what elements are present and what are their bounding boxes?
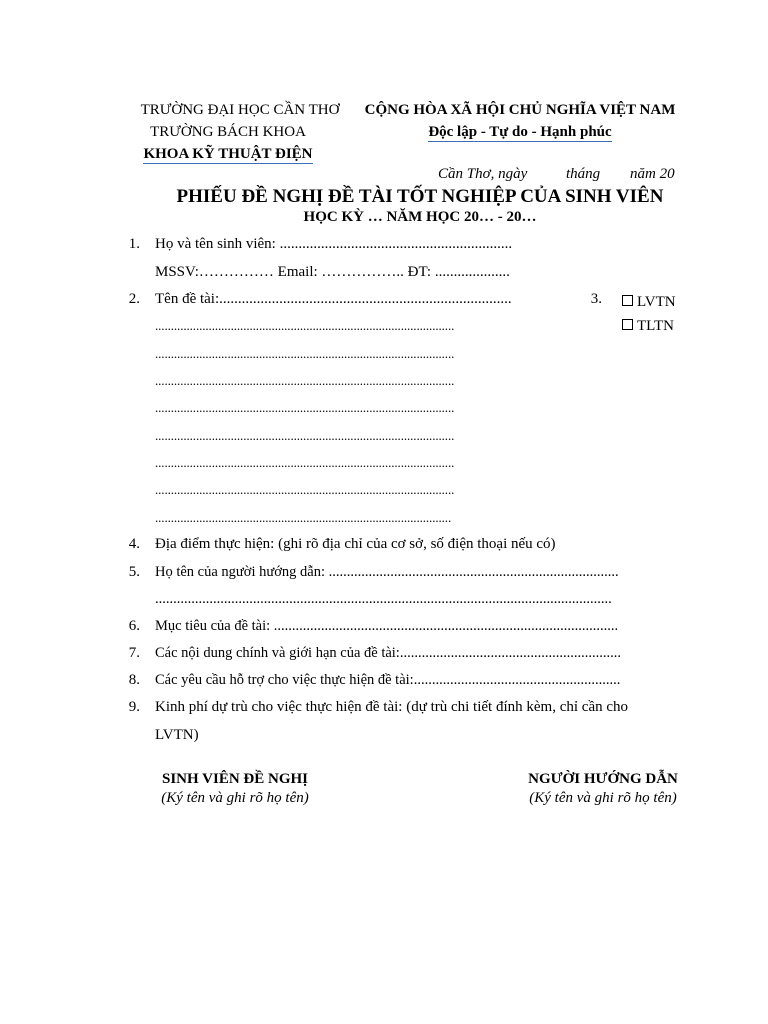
- option-lvtn[interactable]: [622, 294, 676, 311]
- student-signature-note: (Ký tên và ghi rõ họ tên): [161, 790, 309, 806]
- item-number: 9.: [128, 699, 140, 715]
- school-name: TRƯỜNG BÁCH KHOA: [150, 124, 306, 140]
- topic-dotted-line: ...............................................................................................: [155, 428, 455, 443]
- student-signature-title: SINH VIÊN ĐỀ NGHỊ: [161, 771, 308, 787]
- motto-label: Độc lập - Tự do - Hạnh phúc: [428, 124, 612, 140]
- lvtn-label: LVTN: [637, 294, 676, 310]
- student-name-field: Họ và tên sinh viên: ..............................................................: [155, 236, 513, 252]
- country-name: CỘNG HÒA XÃ HỘI CHỦ NGHĨA VIỆT NAM: [364, 102, 676, 118]
- item-number: 4.: [128, 536, 140, 552]
- date-month: tháng: [566, 166, 601, 182]
- topic-dotted-line: ..............................................................................................: [155, 510, 452, 525]
- topic-dotted-line: ...............................................................................................: [155, 482, 455, 497]
- tltn-label: TLTN: [637, 318, 674, 334]
- location-field: Địa điểm thực hiện: (ghi rõ địa chỉ của cơ sở, số điện thoại nếu có): [155, 536, 556, 552]
- budget-field-continued: LVTN): [155, 727, 199, 743]
- topic-dotted-line: ...............................................................................................: [155, 318, 455, 333]
- topic-dotted-line: ...............................................................................................: [155, 400, 455, 415]
- date-place: Cần Thơ, ngày: [438, 166, 528, 182]
- national-motto: [355, 124, 685, 141]
- date-year: năm 20: [630, 166, 675, 182]
- advisor-dotted-line: ..............................................................................................................................: [155, 591, 612, 607]
- item-number: 8.: [128, 672, 140, 688]
- option-tltn[interactable]: [622, 318, 674, 335]
- lvtn-checkbox[interactable]: [622, 295, 633, 306]
- page-title: PHIẾU ĐỀ NGHỊ ĐỀ TÀI TỐT NGHIỆP CỦA SINH VIÊN: [176, 186, 664, 207]
- tltn-checkbox[interactable]: [622, 319, 633, 330]
- item-number: 3.: [590, 291, 602, 307]
- item-number: 6.: [128, 618, 140, 634]
- student-id-email-phone-field: MSSV:…………… Email: …………….. ĐT: ....................: [155, 264, 510, 280]
- faculty-name: [108, 146, 348, 163]
- advisor-signature-note: (Ký tên và ghi rõ họ tên): [529, 790, 677, 806]
- item-number: 7.: [128, 645, 140, 661]
- objectives-field: Mục tiêu của đề tài: ...............................................................................................: [155, 618, 619, 634]
- advisor-name-field: Họ tên của người hướng dẫn: ................................................................................: [155, 564, 619, 580]
- faculty-label: KHOA KỸ THUẬT ĐIỆN: [143, 146, 313, 162]
- item-number: 1.: [128, 236, 140, 252]
- content-limits-field: Các nội dung chính và giới hạn của đề tài:.............................................................: [155, 645, 621, 661]
- topic-dotted-line: ...............................................................................................: [155, 373, 455, 388]
- item-number: 2.: [128, 291, 140, 307]
- support-requirements-field: Các yêu cầu hỗ trợ cho việc thực hiện đề tài:.........................................................: [155, 672, 621, 688]
- university-name: TRƯỜNG ĐẠI HỌC CẦN THƠ: [140, 102, 340, 118]
- advisor-signature-title: NGƯỜI HƯỚNG DẪN: [528, 771, 678, 787]
- budget-field: Kinh phí dự trù cho việc thực hiện đề tài: (dự trù chi tiết đính kèm, chỉ cần cho: [155, 699, 629, 715]
- topic-name-field: Tên đề tài:..............................................................................: [155, 291, 512, 307]
- topic-dotted-line: ...............................................................................................: [155, 346, 455, 361]
- item-number: 5.: [128, 564, 140, 580]
- page-subtitle: HỌC KỲ … NĂM HỌC 20… - 20…: [303, 209, 537, 225]
- topic-dotted-line: ...............................................................................................: [155, 455, 455, 470]
